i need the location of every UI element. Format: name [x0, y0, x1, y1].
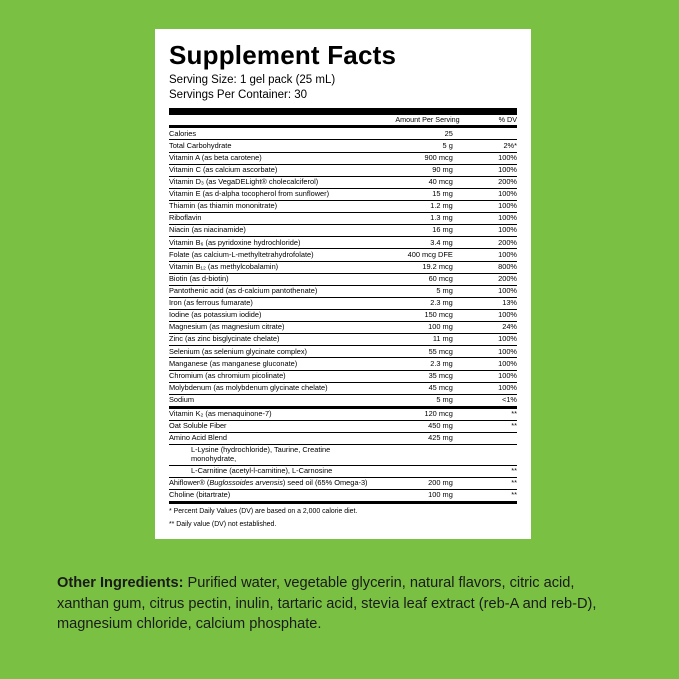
nutrient-amount: 90 mg — [370, 164, 467, 176]
nutrient-daily-value: ** — [511, 490, 517, 500]
nutrient-daily-value: 100% — [467, 201, 517, 213]
footnote-not-established: ** Daily value (DV) not established. — [169, 520, 277, 528]
nutrient-daily-value: 100% — [467, 188, 517, 200]
header-amount-per-serving: Amount Per Serving — [395, 114, 460, 124]
nutrient-name: Vitamin K₂ (as menaquinone-7) — [169, 409, 370, 421]
table-row — [169, 478, 517, 490]
nutrient-amount: 450 mg — [370, 421, 467, 433]
nutrient-name: Oat Soluble Fiber — [169, 421, 370, 433]
nutrient-name: Iodine (as potassium iodide) — [169, 310, 370, 322]
nutrient-name: Thiamin (as thiamin mononitrate) — [169, 201, 370, 213]
nutrient-amount — [370, 445, 467, 466]
nutrient-daily-value: ** — [467, 478, 517, 490]
table-row — [169, 152, 517, 164]
nutrient-daily-value — [467, 128, 517, 140]
nutrient-amount: 1.3 mg — [370, 213, 467, 225]
nutrient-amount: 60 mcg — [370, 273, 467, 285]
table-row — [169, 433, 517, 445]
nutrient-daily-value: 100% — [467, 213, 517, 225]
nutrient-name: Folate (as calcium-L-methyltetrahydrofolate) — [169, 249, 370, 261]
nutrient-name: Vitamin A (as beta carotene) — [169, 152, 370, 164]
other-ingredients-block — [57, 573, 622, 635]
table-row — [169, 140, 517, 152]
nutrient-amount: 45 mcg — [370, 382, 467, 394]
nutrient-daily-value: 200% — [467, 176, 517, 188]
nutrient-daily-value: 24% — [467, 322, 517, 334]
nutrient-daily-value: 100% — [467, 164, 517, 176]
serving-size-text: Serving Size: 1 gel pack (25 mL) — [169, 74, 336, 87]
nutrient-name: Vitamin D₃ (as VegaDELight® cholecalciferol) — [169, 176, 370, 188]
nutrient-name: Ahiflower® (Buglossoides arvensis) seed oil (65% Omega-3) — [169, 478, 370, 490]
nutrient-name: Molybdenum (as molybdenum glycinate chelate) — [169, 382, 370, 394]
nutrient-amount: 120 mcg — [370, 409, 467, 421]
nutrient-amount: 3.4 mg — [370, 237, 467, 249]
nutrient-daily-value — [467, 445, 517, 466]
table-row — [169, 164, 517, 176]
header-blank — [169, 115, 374, 126]
nutrient-daily-value: 100% — [467, 152, 517, 164]
table-row — [169, 334, 517, 346]
nutrient-amount: 400 mcg DFE — [370, 249, 467, 261]
nutrient-name: Vitamin B₁₂ (as methylcobalamin) — [169, 261, 370, 273]
nutrient-amount: 35 mcg — [370, 370, 467, 382]
table-row — [169, 421, 517, 433]
table-row — [169, 445, 517, 466]
nutrition-header-table — [169, 115, 517, 126]
nutrient-amount: 2.3 mg — [370, 358, 467, 370]
nutrient-daily-value: 100% — [467, 382, 517, 394]
footnote-daily-value: * Percent Daily Values (DV) are based on a 2,000 calorie diet. — [169, 508, 358, 516]
table-row — [169, 409, 517, 421]
nutrient-name: Total Carbohydrate — [169, 140, 370, 152]
supplement-facts-panel — [155, 29, 531, 539]
table-row — [169, 213, 517, 225]
nutrient-daily-value: 2%* — [467, 140, 517, 152]
nutrient-amount: 5 mg — [370, 285, 467, 297]
nutrient-daily-value: ** — [467, 421, 517, 433]
nutrient-amount: 16 mg — [370, 225, 467, 237]
table-row — [169, 346, 517, 358]
nutrition-main-table — [169, 128, 517, 406]
nutrient-name: Magnesium (as magnesium citrate) — [169, 322, 370, 334]
nutrient-name: Biotin (as d-biotin) — [169, 273, 370, 285]
nutrient-amount — [370, 466, 467, 478]
table-row — [169, 394, 517, 406]
nutrient-daily-value: <1% — [502, 394, 517, 404]
table-row — [169, 237, 517, 249]
table-row — [169, 188, 517, 200]
nutrient-name: Zinc (as zinc bisglycinate chelate) — [169, 334, 370, 346]
nutrient-name: Riboflavin — [169, 213, 370, 225]
nutrient-amount: 11 mg — [370, 334, 467, 346]
table-row — [169, 310, 517, 322]
nutrient-amount: 15 mg — [370, 188, 467, 200]
nutrient-daily-value: 100% — [467, 249, 517, 261]
other-ingredients-text: Purified water, vegetable glycerin, natural flavors, citric acid, xanthan gum, citrus pectin, inulin, tartaric acid, stevia leaf extract (reb-A and reb-D), magnesium chloride, calcium phosphate. — [57, 575, 597, 633]
nutrient-amount: 2.3 mg — [370, 297, 467, 309]
divider-thick-top — [169, 108, 517, 115]
nutrient-amount: 100 mg — [370, 322, 467, 334]
divider-med-bottom — [169, 501, 517, 504]
table-row — [169, 297, 517, 309]
nutrient-daily-value: 100% — [467, 285, 517, 297]
nutrient-daily-value: 100% — [467, 310, 517, 322]
table-row — [169, 466, 517, 478]
nutrition-secondary-table — [169, 409, 517, 502]
table-row — [169, 490, 517, 502]
table-row — [169, 201, 517, 213]
nutrient-daily-value: 800% — [467, 261, 517, 273]
nutrient-daily-value: 200% — [467, 273, 517, 285]
nutrient-daily-value: ** — [467, 466, 517, 478]
table-row — [169, 273, 517, 285]
nutrient-amount: 5 g — [370, 140, 467, 152]
nutrient-amount: 19.2 mcg — [370, 261, 467, 273]
nutrient-name: Amino Acid Blend — [169, 433, 370, 445]
table-row — [169, 370, 517, 382]
nutrient-daily-value: 200% — [467, 237, 517, 249]
nutrient-name: L-Lysine (hydrochloride), Taurine, Creatine monohydrate, — [169, 445, 370, 466]
nutrient-name: Selenium (as selenium glycinate complex) — [169, 346, 370, 358]
servings-per-container-text: Servings Per Container: 30 — [169, 88, 308, 101]
nutrient-name: Manganese (as manganese gluconate) — [169, 358, 370, 370]
nutrient-name: Niacin (as niacinamide) — [169, 225, 370, 237]
nutrient-name: L-Carnitine (acetyl-l-carnitine), L-Carnosine — [169, 466, 370, 478]
nutrient-name: Vitamin E (as d-alpha tocopherol from sunflower) — [169, 188, 370, 200]
nutrient-amount: 25 — [370, 128, 467, 140]
table-row — [169, 128, 517, 140]
nutrient-amount: 55 mcg — [370, 346, 467, 358]
nutrient-daily-value — [467, 433, 517, 445]
table-row — [169, 382, 517, 394]
table-row — [169, 225, 517, 237]
other-ingredients-heading: Other Ingredients: — [57, 575, 184, 591]
nutrient-daily-value: 100% — [467, 334, 517, 346]
page-title: Supplement Facts — [169, 40, 397, 70]
nutrient-amount: 200 mg — [370, 478, 467, 490]
nutrient-amount: 100 mg — [428, 490, 453, 500]
nutrient-amount: 425 mg — [370, 433, 467, 445]
nutrient-daily-value: 100% — [467, 225, 517, 237]
nutrient-daily-value: 100% — [467, 358, 517, 370]
nutrient-name: Pantothenic acid (as d-calcium pantothenate) — [169, 285, 370, 297]
table-row — [169, 322, 517, 334]
nutrient-daily-value: 100% — [467, 346, 517, 358]
nutrient-daily-value: 13% — [467, 297, 517, 309]
nutrient-name: Chromium (as chromium picolinate) — [169, 370, 370, 382]
nutrient-daily-value: 100% — [467, 370, 517, 382]
nutrient-name: Calories — [169, 128, 370, 140]
nutrient-name: Choline (bitartrate) — [169, 490, 231, 500]
nutrient-amount: 900 mcg — [370, 152, 467, 164]
nutrient-amount: 5 mg — [436, 394, 453, 404]
nutrient-name: Vitamin B₆ (as pyridoxine hydrochloride) — [169, 237, 370, 249]
header-percent-dv: % DV — [498, 114, 517, 124]
nutrient-amount: 1.2 mg — [370, 201, 467, 213]
nutrient-amount: 40 mcg — [370, 176, 467, 188]
nutrient-name: Sodium — [169, 394, 195, 404]
table-row — [169, 285, 517, 297]
nutrient-name: Iron (as ferrous fumarate) — [169, 297, 370, 309]
nutrient-name: Vitamin C (as calcium ascorbate) — [169, 164, 370, 176]
nutrient-amount: 150 mcg — [370, 310, 467, 322]
table-row — [169, 249, 517, 261]
nutrient-daily-value: ** — [467, 409, 517, 421]
table-row — [169, 358, 517, 370]
table-row — [169, 261, 517, 273]
table-row — [169, 176, 517, 188]
